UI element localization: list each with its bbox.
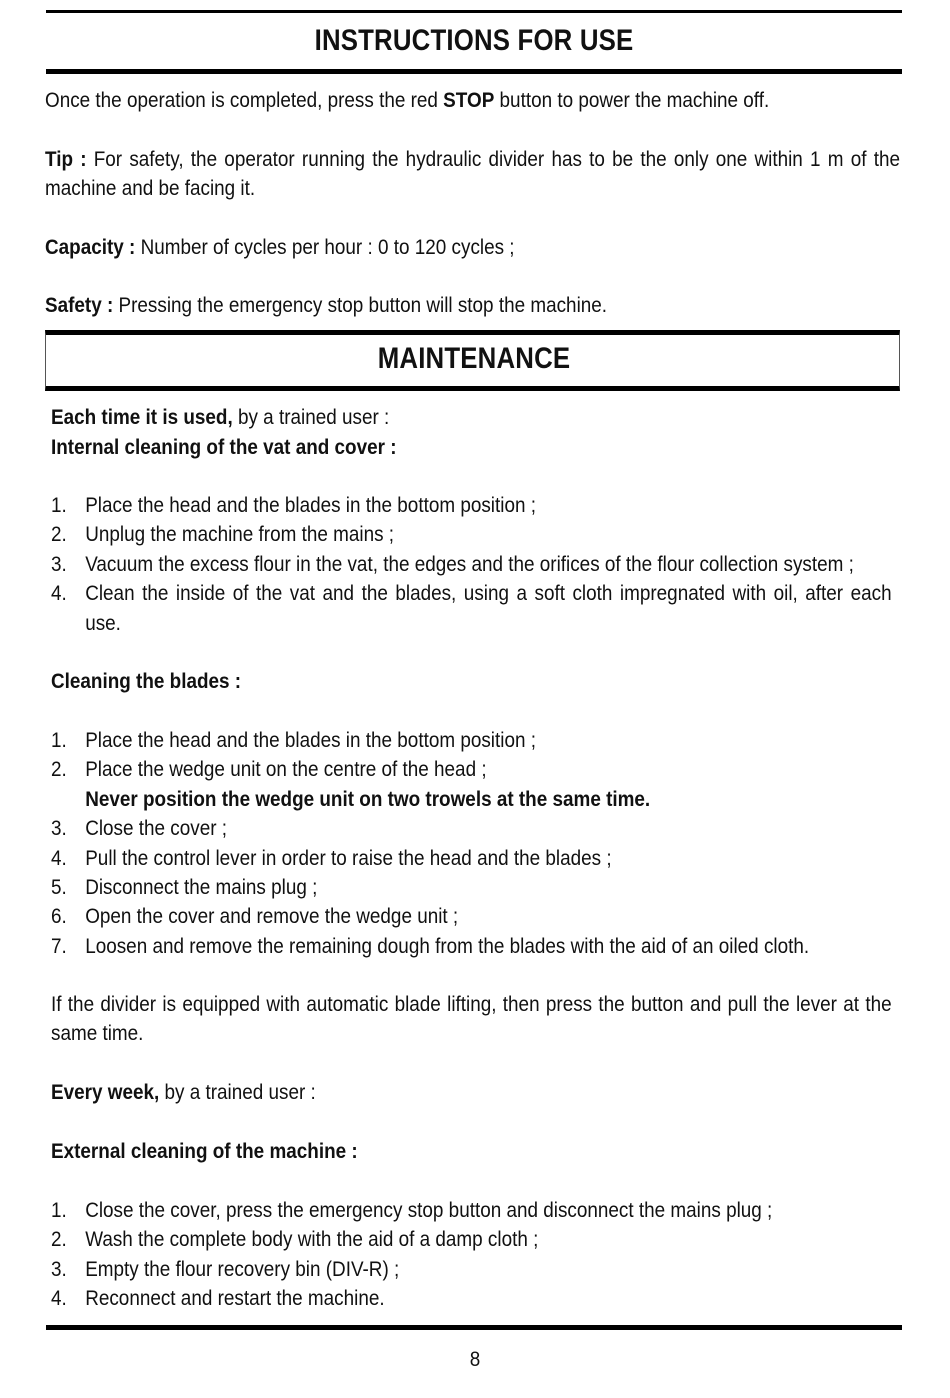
list-item: 4. Clean the inside of the vat and the blades, using a soft cloth impregnated with oil, after each use. xyxy=(51,582,892,635)
list-item: 2. Wash the complete body with the aid of a damp cloth ; xyxy=(51,1228,539,1252)
stop-keyword: STOP xyxy=(443,89,495,112)
capacity-paragraph: Capacity : Number of cycles per hour : 0 to 120 cycles ; xyxy=(45,236,515,259)
wedge-warning-note: Never position the wedge unit on two trowels at the same time. xyxy=(85,787,651,811)
internal-cleaning-steps xyxy=(51,491,892,638)
every-week-line: Every week, by a trained user : xyxy=(51,1081,316,1104)
list-item: 1. Place the head and the blades in the bottom position ; xyxy=(51,729,536,752)
internal-cleaning-heading: Internal cleaning of the vat and cover : xyxy=(51,436,397,459)
list-item: 4. Reconnect and restart the machine. xyxy=(51,1287,385,1311)
list-item: 3. Empty the flour recovery bin (DIV-R) ; xyxy=(51,1257,400,1281)
list-item: 2. Place the wedge unit on the centre of the head ; Never position the wedge unit on two trowels at the same time. xyxy=(51,755,892,814)
list-item: 6. Open the cover and remove the wedge unit ; xyxy=(51,905,459,929)
section-title-instructions: INSTRUCTIONS FOR USE xyxy=(314,24,634,57)
external-cleaning-steps xyxy=(51,1196,892,1314)
tip-paragraph: Tip : For safety, the operator running the hydraulic divider has to be the only one within 1 m of the machine and be facing it. xyxy=(45,148,901,201)
list-item: 1. Close the cover, press the emergency stop button and disconnect the mains plug ; xyxy=(51,1199,773,1222)
external-cleaning-heading: External cleaning of the machine : xyxy=(51,1140,358,1163)
list-item: 2. Unplug the machine from the mains ; xyxy=(51,523,395,547)
list-item: 7. Loosen and remove the remaining dough from the blades with the aid of an oiled cloth. xyxy=(51,934,810,958)
auto-lift-paragraph: If the divider is equipped with automatic blade lifting, then press the button and pull the lever at the same time. xyxy=(51,993,892,1046)
safety-paragraph: Safety : Pressing the emergency stop button will stop the machine. xyxy=(45,294,608,317)
list-item: 3. Vacuum the excess flour in the vat, the edges and the orifices of the flour collection system ; xyxy=(51,552,854,576)
each-time-line: Each time it is used, by a trained user : xyxy=(51,406,390,429)
cleaning-blades-steps xyxy=(51,726,892,961)
title-underline-rule xyxy=(46,69,902,74)
capacity-label: Capacity : xyxy=(45,236,136,259)
bottom-rule xyxy=(46,1325,902,1330)
cleaning-blades-heading: Cleaning the blades : xyxy=(51,670,242,693)
section-title-maintenance: MAINTENANCE xyxy=(377,342,571,375)
list-item: 3. Close the cover ; xyxy=(51,817,228,841)
list-item: 4. Pull the control lever in order to raise the head and the blades ; xyxy=(51,846,612,870)
safety-label: Safety : xyxy=(45,294,114,317)
stop-paragraph: Once the operation is completed, press the red STOP button to power the machine off. xyxy=(45,89,770,112)
page-number: 8 xyxy=(469,1348,481,1371)
list-item: 5. Disconnect the mains plug ; xyxy=(51,876,318,900)
top-rule xyxy=(46,10,902,13)
tip-label: Tip : xyxy=(45,148,87,171)
list-item: 1. Place the head and the blades in the bottom position ; xyxy=(51,494,536,517)
